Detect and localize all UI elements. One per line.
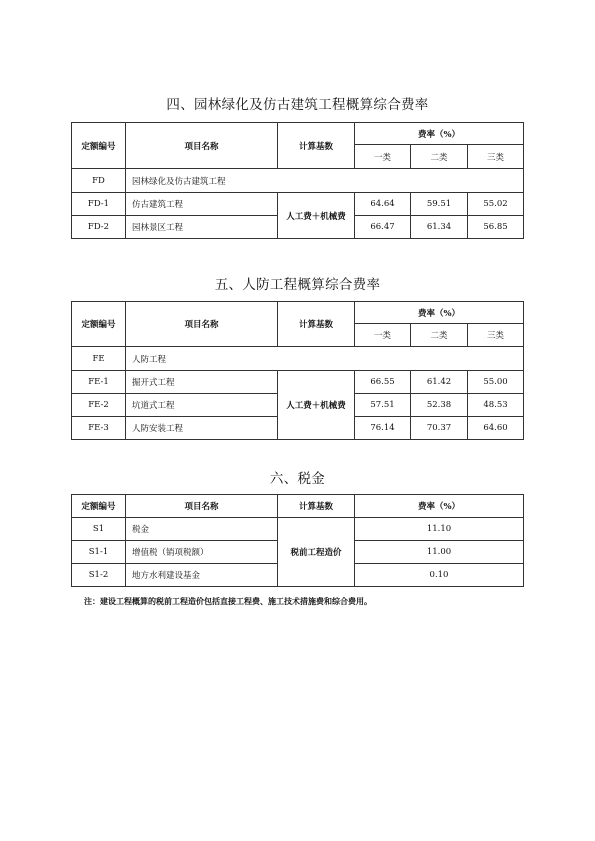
header-class-1: 一类 (355, 145, 411, 169)
header-class-1: 一类 (355, 324, 411, 347)
group-row (72, 169, 524, 193)
group-code: FE (72, 347, 126, 371)
row-rate-3: 55.02 (468, 193, 524, 216)
header-row (72, 123, 524, 145)
header-name: 项目名称 (126, 123, 278, 169)
row-name: 园林景区工程 (126, 216, 278, 239)
header-row (72, 495, 524, 518)
row-rate-3: 48.53 (468, 394, 524, 417)
header-class-3: 三类 (468, 324, 524, 347)
group-name: 园林绿化及仿古建筑工程 (126, 169, 524, 193)
header-rate: 费率（%） (355, 123, 524, 145)
section5-title: 五、人防工程概算综合费率 (214, 277, 381, 293)
row-rate-1: 66.47 (355, 216, 411, 239)
header-base: 计算基数 (278, 302, 355, 347)
row-name: 仿古建筑工程 (126, 193, 278, 216)
group-row (72, 347, 524, 371)
row-name: 坑道式工程 (126, 394, 278, 417)
header-code: 定额编号 (72, 123, 126, 169)
row-code: FE-3 (72, 417, 126, 440)
row-name: 掘开式工程 (126, 371, 278, 394)
header-class-2: 二类 (411, 145, 468, 169)
row-rate: 11.00 (355, 541, 524, 564)
header-base: 计算基数 (278, 123, 355, 169)
row-code: FD-2 (72, 216, 126, 239)
header-base: 计算基数 (278, 495, 355, 518)
row-name: 地方水利建设基金 (126, 564, 278, 587)
header-class-3: 三类 (468, 145, 524, 169)
row-code: S1-1 (72, 541, 126, 564)
row-rate-3: 56.85 (468, 216, 524, 239)
row-base: 税前工程造价 (278, 518, 355, 587)
header-class-2: 二类 (411, 324, 468, 347)
header-rate: 费率（%） (355, 302, 524, 324)
row-rate: 11.10 (355, 518, 524, 541)
row-base: 人工费＋机械费 (278, 371, 355, 440)
footnote: 注：建设工程概算的税前工程造价包括直接工程费、施工技术措施费和综合费用。 (84, 596, 372, 606)
header-code: 定额编号 (72, 302, 126, 347)
header-name: 项目名称 (126, 302, 278, 347)
row-code: FD-1 (72, 193, 126, 216)
row-code: FE-1 (72, 371, 126, 394)
header-rate: 费率（%） (355, 495, 524, 518)
table-row (72, 193, 524, 216)
row-rate-3: 64.60 (468, 417, 524, 440)
row-name: 增值税（销项税额） (126, 541, 278, 564)
row-name: 人防安装工程 (126, 417, 278, 440)
row-rate-2: 59.51 (411, 193, 468, 216)
header-row (72, 302, 524, 324)
row-base: 人工费＋机械费 (278, 193, 355, 239)
row-rate-2: 52.38 (411, 394, 468, 417)
row-name: 税金 (126, 518, 278, 541)
row-rate-1: 66.55 (355, 371, 411, 394)
section5-table (71, 301, 524, 440)
row-rate-2: 61.34 (411, 216, 468, 239)
header-code: 定额编号 (72, 495, 126, 518)
row-rate-2: 70.37 (411, 417, 468, 440)
row-code: S1 (72, 518, 126, 541)
group-name: 人防工程 (126, 347, 524, 371)
section6-table (71, 494, 524, 587)
row-code: S1-2 (72, 564, 126, 587)
row-rate-1: 64.64 (355, 193, 411, 216)
table-row (72, 371, 524, 394)
group-code: FD (72, 169, 126, 193)
row-rate-2: 61.42 (411, 371, 468, 394)
header-name: 项目名称 (126, 495, 278, 518)
row-code: FE-2 (72, 394, 126, 417)
section4-title: 四、园林绿化及仿古建筑工程概算综合费率 (166, 97, 429, 113)
section4-table (71, 122, 524, 239)
row-rate-1: 57.51 (355, 394, 411, 417)
table-row (72, 518, 524, 541)
row-rate-1: 76.14 (355, 417, 411, 440)
section6-title: 六、税金 (269, 471, 326, 487)
row-rate: 0.10 (355, 564, 524, 587)
row-rate-3: 55.00 (468, 371, 524, 394)
